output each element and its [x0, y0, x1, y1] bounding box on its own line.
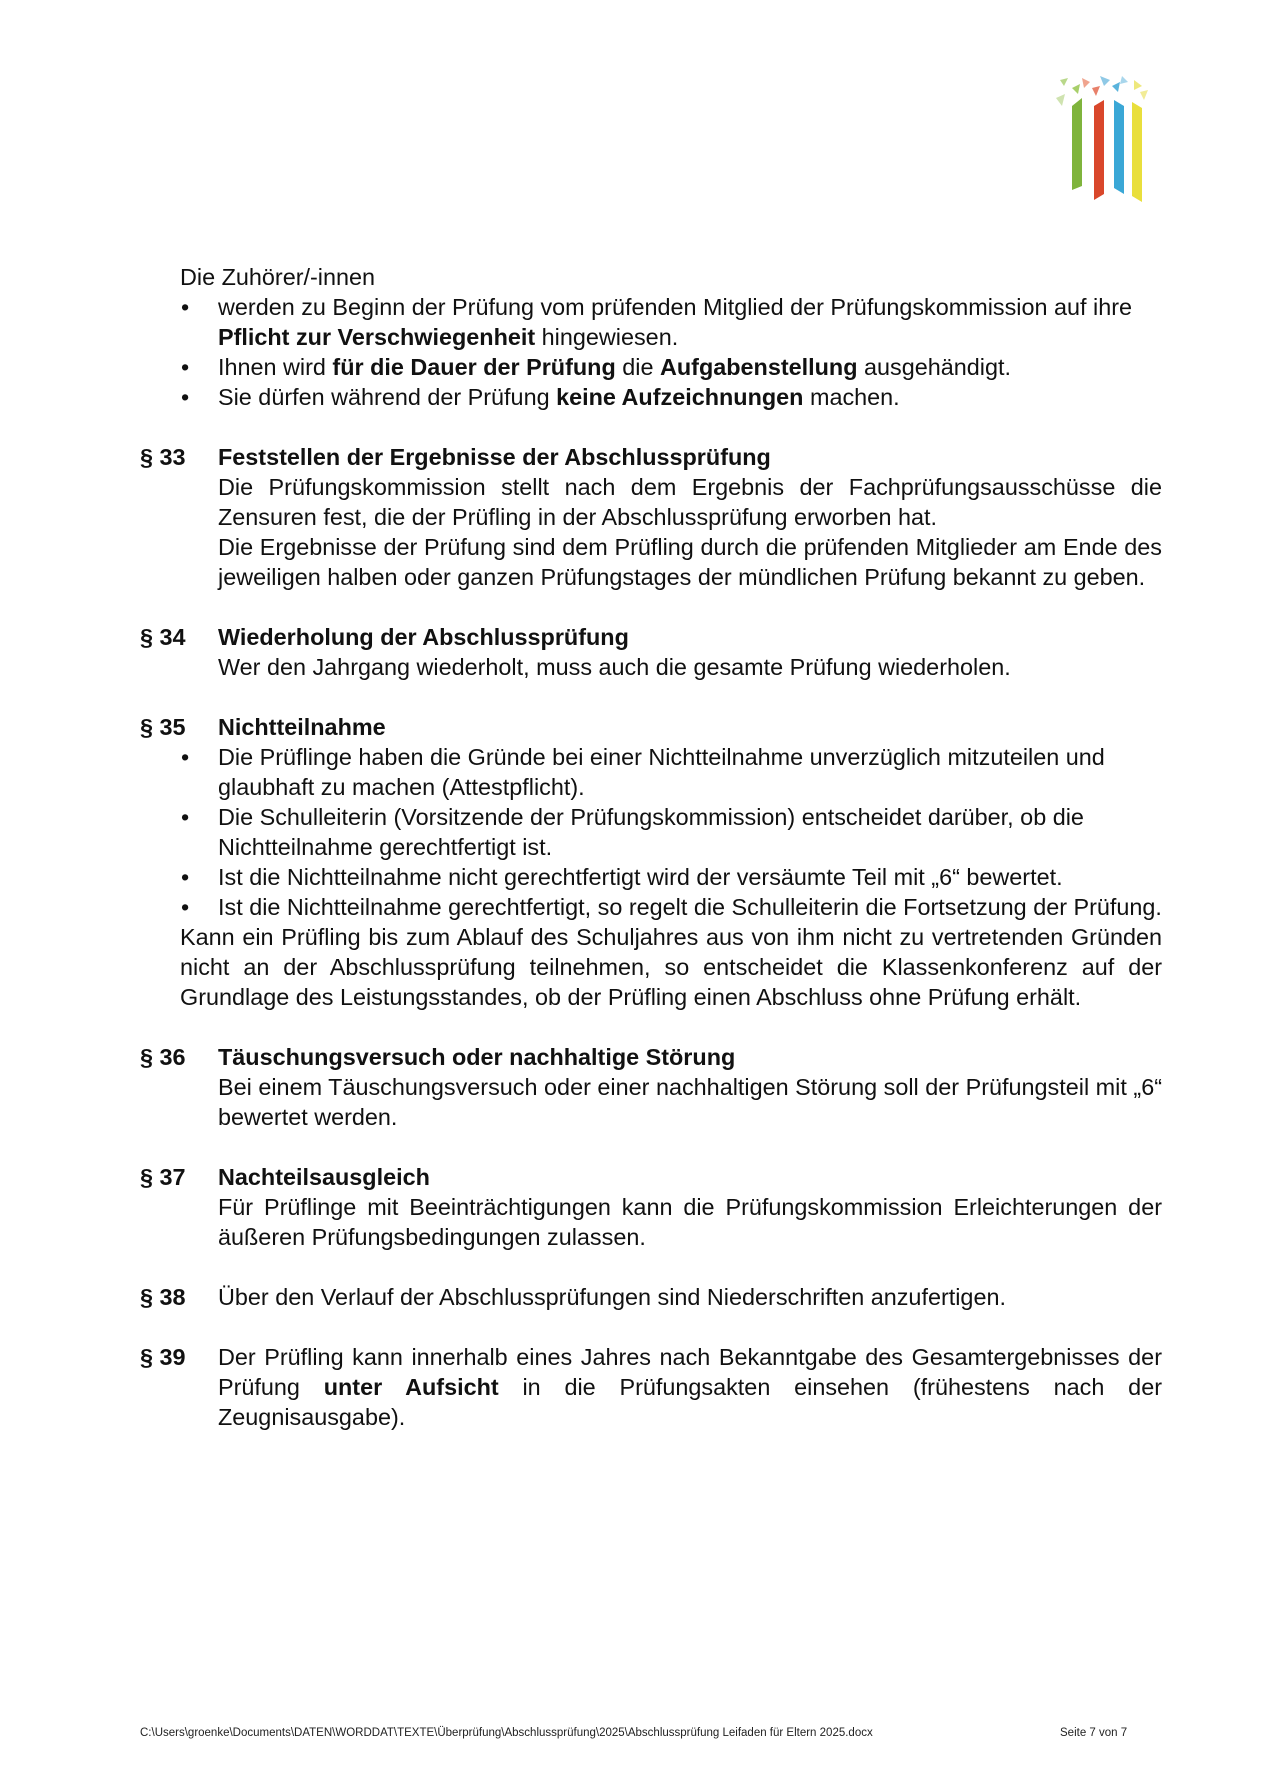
logo-triangle [1072, 84, 1080, 94]
logo-stripe-green [1072, 98, 1082, 190]
document-body [140, 262, 1162, 1432]
section-37 [140, 1162, 1162, 1252]
list-item [140, 352, 1162, 382]
list-item: • Ist die Nichtteilnahme nicht gerechtfertigt wird der versäumte Teil mit „6“ bewertet. [140, 862, 1162, 892]
text-run: Der Prüfling kann innerhalb eines Jahres nach Bekanntgabe des Gesamtergebnisses der Prüfung [218, 1344, 1162, 1400]
paragraph: Bei einem Täuschungsversuch oder einer nachhaltigen Störung soll der Prüfungsteil mit „6“ bewertet werden. [218, 1074, 1162, 1130]
section-33 [140, 442, 1162, 592]
paragraph: Wer den Jahrgang wiederholt, muss auch die gesamte Prüfung wiederholen. [218, 654, 1011, 680]
logo-triangle [1112, 82, 1120, 92]
text-run: ausgehändigt. [857, 354, 1011, 380]
bold-text: Pflicht zur Verschwiegenheit [218, 324, 536, 350]
section-35 [140, 712, 1162, 742]
text-run: Ihnen wird [218, 354, 333, 380]
list-item: • Die Schulleiterin (Vorsitzende der Prüfungskommission) entscheidet darüber, ob die Nichtteilnahme gerechtfertigt ist. [140, 802, 1162, 862]
section-number: § 37 [140, 1164, 186, 1190]
section-title: Wiederholung der Abschlussprüfung [218, 624, 629, 650]
logo-stripe-red [1094, 100, 1104, 200]
logo-stripe-yellow [1132, 102, 1142, 202]
paragraph: Für Prüflinge mit Beeinträchtigungen kann die Prüfungskommission Erleichterungen der äußeren Prüfungsbedingungen zulassen. [218, 1194, 1162, 1250]
section-36 [140, 1042, 1162, 1132]
list-item: • Ist die Nichtteilnahme gerechtfertigt, so regelt die Schulleiterin die Fortsetzung der Prüfung. [140, 892, 1162, 922]
bold-text: unter Aufsicht [323, 1374, 499, 1400]
intro-bullet-list [140, 292, 1162, 412]
logo-triangle [1134, 80, 1142, 90]
logo-triangle [1082, 78, 1090, 88]
section-number: § 34 [140, 624, 186, 650]
section-title: Nachteilsausgleich [218, 1164, 430, 1190]
bold-text: für die Dauer der Prüfung [332, 354, 616, 380]
paragraph [218, 1342, 1162, 1432]
section-number: § 35 [140, 714, 186, 740]
section-39 [140, 1342, 1162, 1432]
logo-triangle [1100, 76, 1110, 86]
section-title: Täuschungsversuch oder nachhaltige Störung [218, 1044, 736, 1070]
section-title: Nichtteilnahme [218, 714, 386, 740]
page-number: Seite 7 von 7 [1060, 1727, 1128, 1739]
text-run: Sie dürfen während der Prüfung [218, 384, 557, 410]
text-run: in die Prüfungsakten einsehen (frühestens nach der Zeugnisausgabe). [218, 1374, 1162, 1430]
section-number: § 38 [140, 1284, 186, 1310]
bold-text: Aufgabenstellung [659, 354, 858, 380]
text-run: werden zu Beginn der Prüfung vom prüfenden Mitglied der Prüfungskommission auf ihre [218, 294, 1133, 320]
logo-stripe-blue [1114, 100, 1124, 194]
list-item [140, 292, 1162, 352]
paragraph: Die Ergebnisse der Prüfung sind dem Prüfling durch die prüfenden Mitglieder am Ende des jeweiligen halben oder ganzen Prüfungstages der mündlichen Prüfung bekannt zu geben. [218, 534, 1162, 590]
paragraph: Die Prüfungskommission stellt nach dem Ergebnis der Fachprüfungsausschüsse die Zensuren fest, die der Prüfling in der Abschlussprüfung erworben hat. [218, 474, 1162, 530]
logo-triangle [1120, 76, 1128, 84]
logo-triangle [1056, 94, 1065, 106]
section-34 [140, 622, 1162, 682]
bold-text: keine Aufzeichnungen [556, 384, 804, 410]
file-path: C:\Users\groenke\Documents\DATEN\WORDDAT\TEXTE\Überprüfung\Abschlussprüfung\2025\Abschlussprüfung Leifaden für Eltern 2025.docx [140, 1727, 873, 1739]
section-number: § 33 [140, 444, 186, 470]
section-number: § 36 [140, 1044, 186, 1070]
intro-title: Die Zuhörer/-innen [180, 264, 376, 290]
paragraph: Kann ein Prüfling bis zum Ablauf des Schuljahres aus von ihm nicht zu vertretenden Gründen nicht an der Abschlussprüfung teilnehmen, so entscheidet die Klassenkonferenz auf der Grundlage des Leistungsstandes, ob der Prüfling einen Abschluss ohne Prüfung erhält. [180, 924, 1162, 1010]
paragraph: Über den Verlauf der Abschlussprüfungen sind Niederschriften anzufertigen. [218, 1284, 1006, 1310]
list-item: • Die Prüflinge haben die Gründe bei einer Nichtteilnahme unverzüglich mitzuteilen und glaubhaft zu machen (Attestpflicht). [140, 742, 1162, 802]
section-title: Feststellen der Ergebnisse der Abschlussprüfung [218, 444, 771, 470]
logo-triangle [1060, 78, 1068, 86]
text-run: hingewiesen. [535, 324, 679, 350]
section-number: § 39 [140, 1344, 186, 1370]
text-run: die [615, 354, 660, 380]
logo-triangle [1140, 90, 1148, 100]
section-38 [140, 1282, 1162, 1312]
section-35-bullet-list [140, 742, 1162, 922]
list-item [140, 382, 1162, 412]
logo-triangle [1092, 86, 1100, 96]
text-run: machen. [803, 384, 900, 410]
school-logo [1056, 76, 1152, 206]
